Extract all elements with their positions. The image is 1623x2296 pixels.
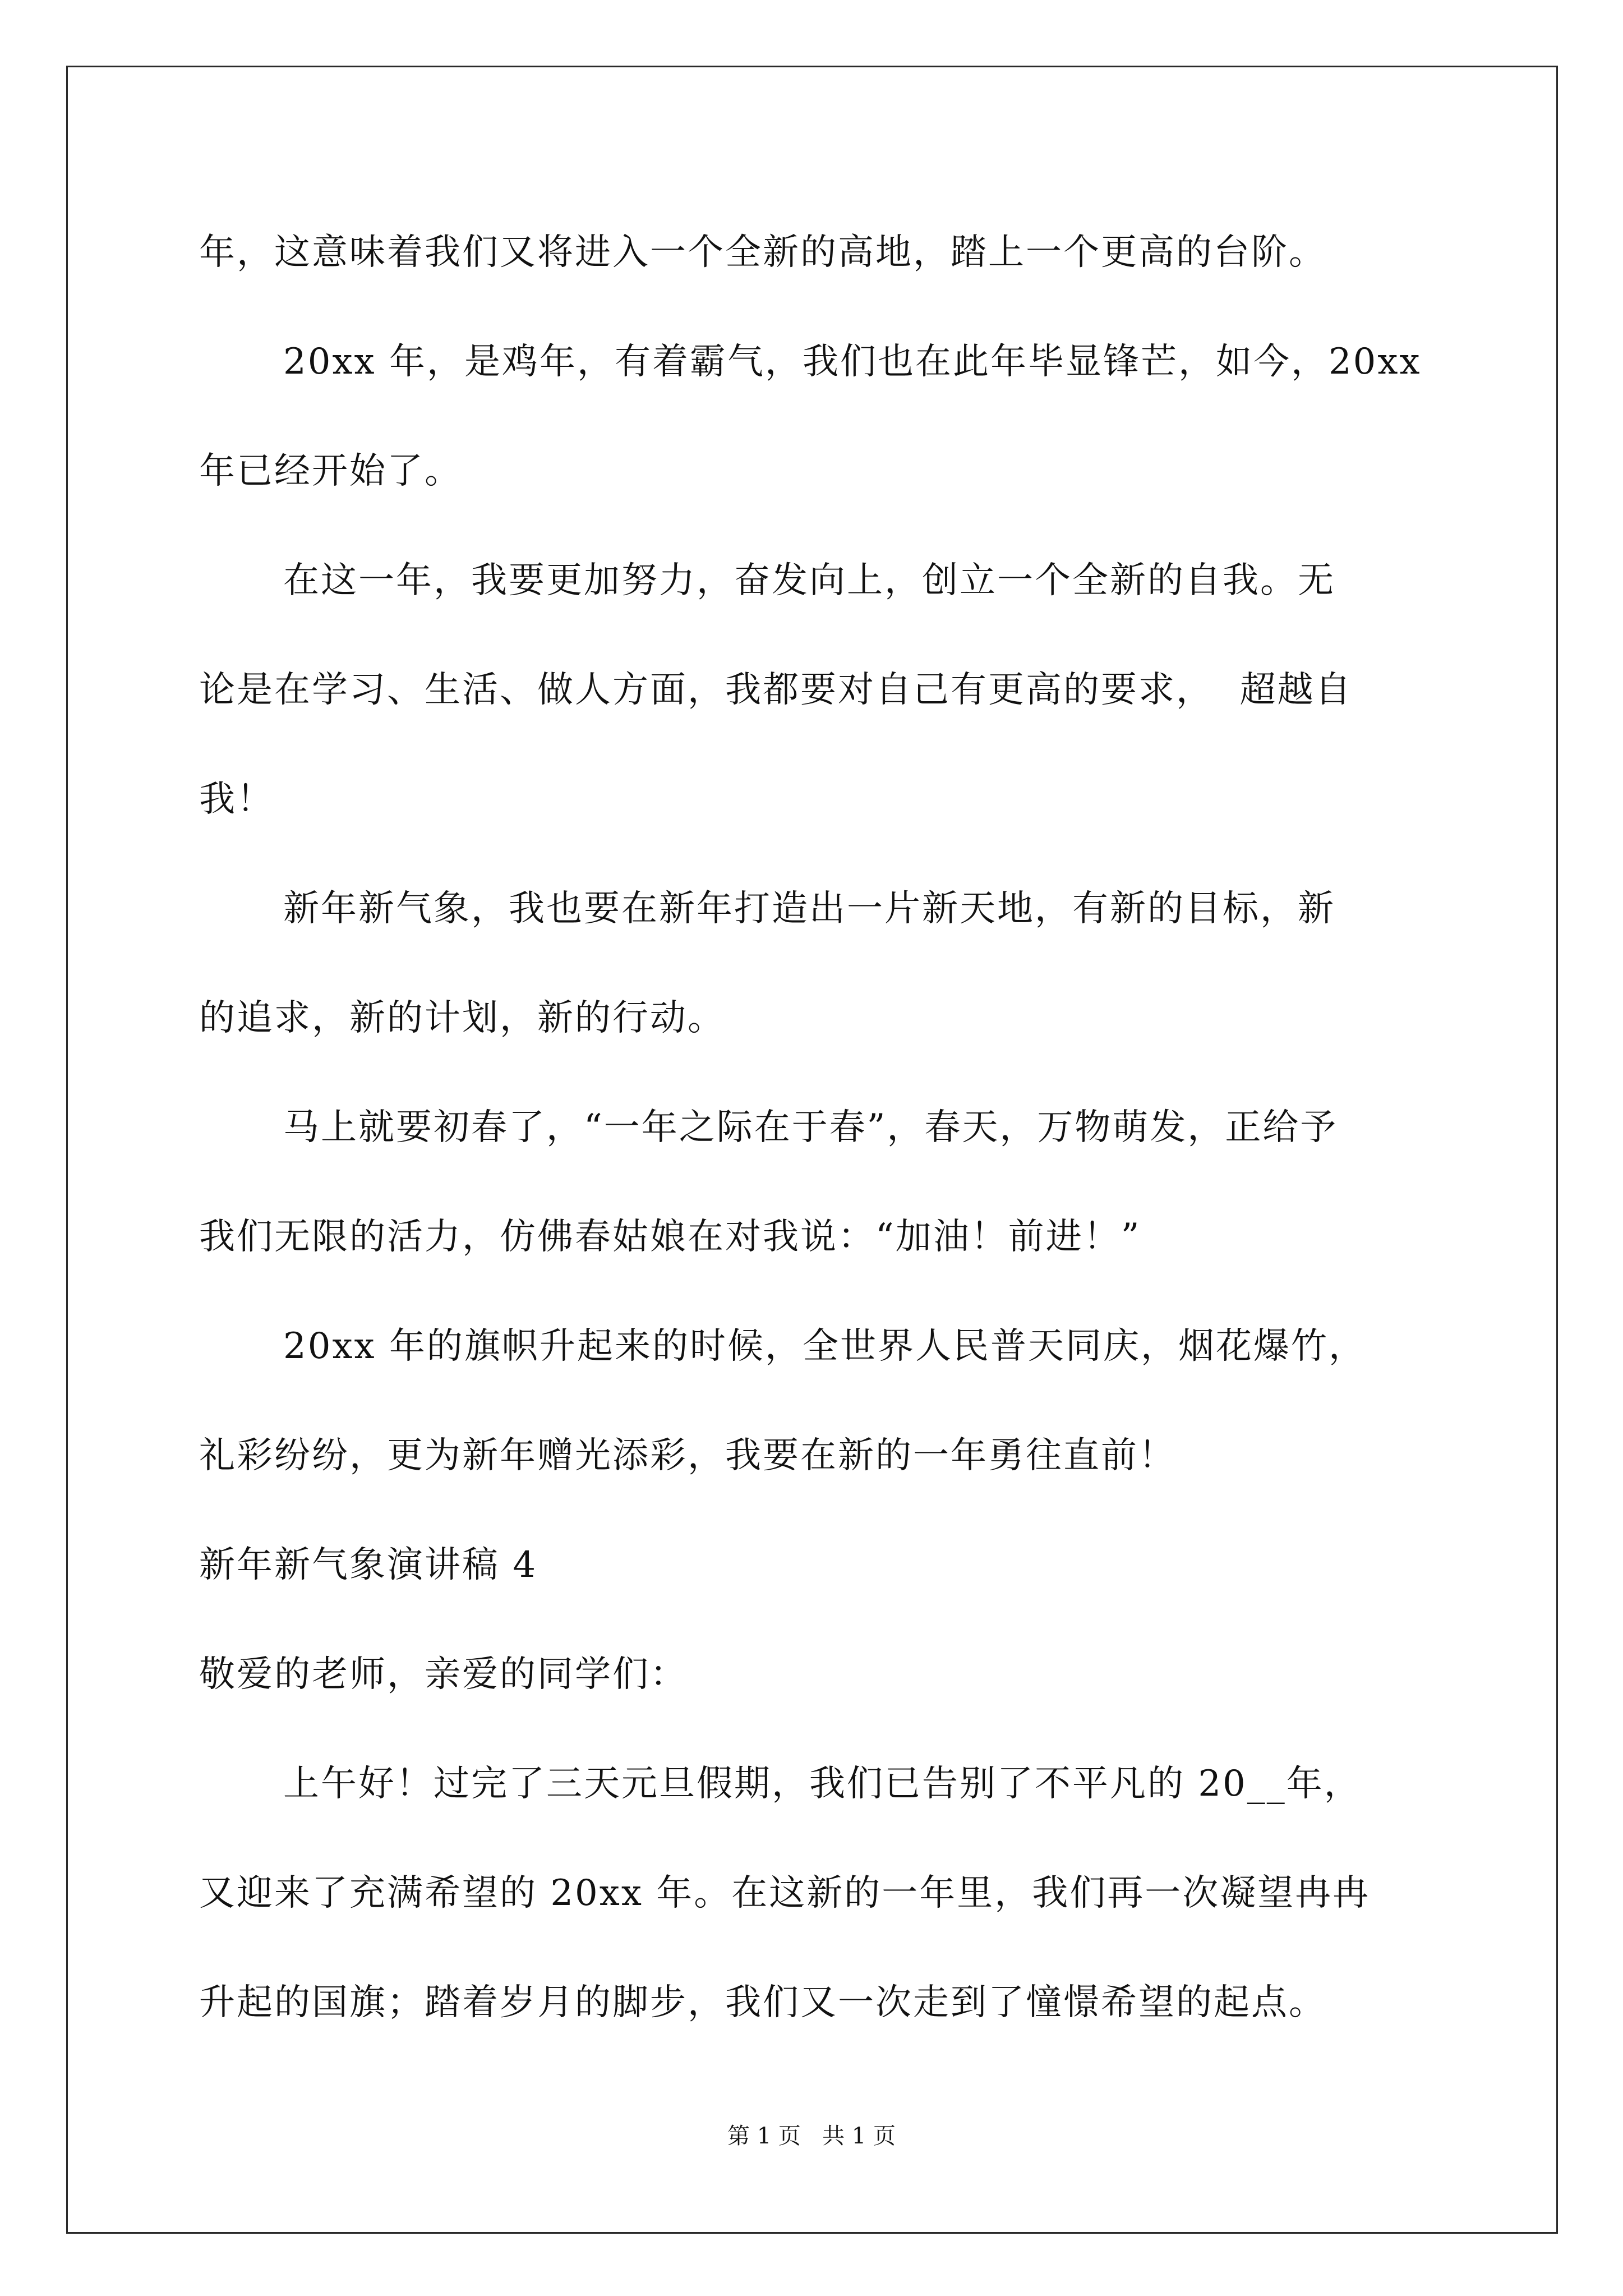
paragraph-line: 我！ [199, 779, 274, 820]
salutation: 敬爱的老师，亲爱的同学们： [199, 1654, 688, 1695]
paragraph-line: 我们无限的活力，仿佛春姑娘在对我说：“加油！前进！” [199, 1216, 1141, 1258]
paragraph-line: 年已经开始了。 [199, 450, 462, 492]
paragraph-line: 又迎来了充满希望的 20xx 年。在这新的一年里，我们再一次凝望冉冉 [199, 1872, 1371, 1914]
paragraph-line: 礼彩纷纷，更为新年赠光添彩，我要在新的一年勇往直前！ [199, 1435, 1176, 1476]
paragraph-line: 的追求，新的计划，新的行动。 [199, 997, 725, 1039]
paragraph-line: 20xx 年的旗帜升起来的时候，全世界人民普天同庆，烟花爆竹， [283, 1326, 1366, 1367]
paragraph-line: 升起的国旗；踏着岁月的脚步，我们又一次走到了憧憬希望的起点。 [199, 1982, 1326, 2023]
paragraph-line: 在这一年，我要更加努力，奋发向上，创立一个全新的自我。无 [283, 560, 1335, 601]
section-heading: 新年新气象演讲稿 4 [199, 1544, 538, 1586]
paragraph-line: 论是在学习、生活、做人方面，我都要对自己有更高的要求， 超越自 [199, 669, 1353, 711]
paragraph-line: 年，这意味着我们又将进入一个全新的高地，踏上一个更高的台阶。 [199, 232, 1326, 273]
paragraph-line: 上午好！过完了三天元旦假期，我们已告别了不平凡的 20__年， [283, 1763, 1362, 1805]
paragraph-line: 20xx 年，是鸡年，有着霸气，我们也在此年毕显锋芒，如今，20xx [283, 341, 1422, 383]
paragraph-line: 新年新气象，我也要在新年打造出一片新天地，有新的目标，新 [283, 888, 1335, 930]
page-number-footer: 第 1 页 共 1 页 [727, 2123, 896, 2149]
paragraph-line: 马上就要初春了，“一年之际在于春”，春天，万物萌发，正给予 [283, 1107, 1338, 1148]
